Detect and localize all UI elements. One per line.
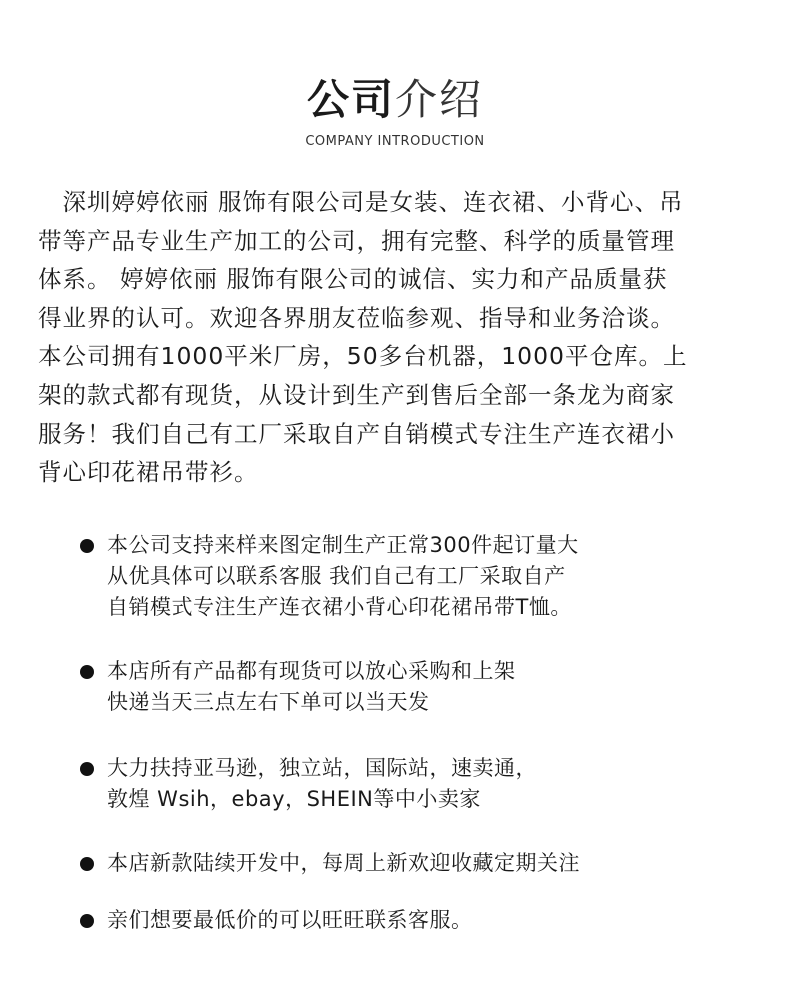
bullet-dot-icon: [80, 857, 94, 871]
intro-line: 体系。 婷婷依丽 服饰有限公司的诚信、实力和产品质量获: [38, 265, 668, 294]
bullet-line: 快递当天三点左右下单可以当天发: [107, 690, 430, 714]
intro-line: 背心印花裙吊带衫。: [38, 458, 259, 487]
intro-line: 深圳婷婷依丽 服饰有限公司是女装、连衣裙、小背心、吊: [38, 188, 684, 216]
intro-line: 架的款式都有现货，从设计到生产到售后全部一条龙为商家: [38, 380, 675, 409]
bullet-dot-icon: [80, 762, 94, 776]
intro-paragraph: [38, 183, 758, 492]
bullet-dot-icon: [80, 665, 94, 679]
page-subtitle: COMPANY INTRODUCTION: [305, 134, 485, 149]
bullet-line: 亲们想要最低价的可以旺旺联系客服。: [107, 908, 473, 932]
intro-line: 服务！我们自己有工厂采取自产自销模式专注生产连衣裙小: [38, 419, 675, 448]
title-thin: 介绍: [395, 75, 484, 124]
bullet-line: 敦煌 Wsih，ebay，SHEIN等中小卖家: [107, 787, 481, 811]
bullet-line: 本店所有产品都有现货可以放心采购和上架: [107, 659, 516, 683]
intro-line: 本公司拥有1000平米厂房，50多台机器，1000平仓库。上: [38, 342, 688, 371]
bullet-dot-icon: [80, 539, 94, 553]
bullet-line: 从优具体可以联系客服 我们自己有工厂采取自产: [107, 564, 566, 588]
bullet-line: 本公司支持来样来图定制生产正常300件起订量大: [107, 533, 579, 557]
intro-line: 得业界的认可。欢迎各界朋友莅临参观、指导和业务洽谈。: [38, 303, 675, 332]
title-bold: 公司: [306, 75, 395, 124]
page-title: [0, 72, 790, 128]
bullet-line: 本店新款陆续开发中，每周上新欢迎收藏定期关注: [107, 851, 580, 875]
bullet-line: 自销模式专注生产连衣裙小背心印花裙吊带T恤。: [107, 595, 572, 619]
bullet-dot-icon: [80, 914, 94, 928]
bullet-line: 大力扶持亚马逊，独立站，国际站，速卖通，: [107, 756, 537, 780]
intro-line: 带等产品专业生产加工的公司，拥有完整、科学的质量管理: [38, 226, 675, 255]
header: [0, 72, 790, 149]
